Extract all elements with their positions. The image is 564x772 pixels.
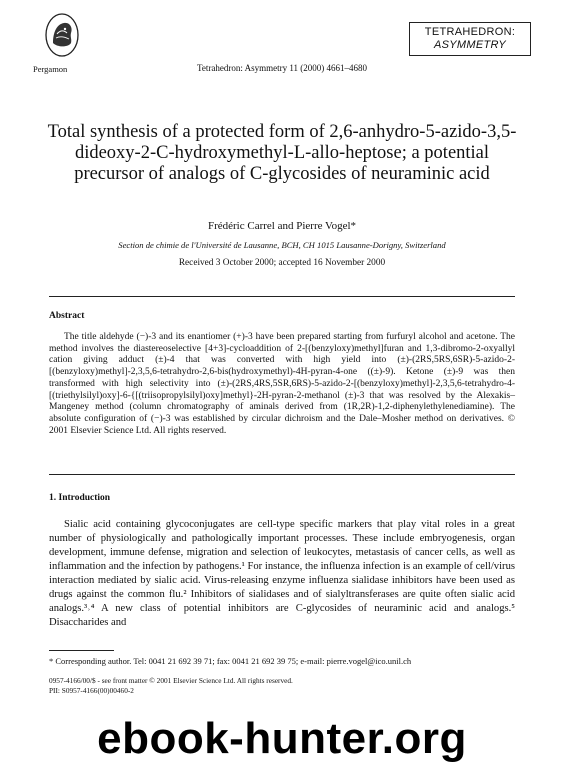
author-affiliation: Section de chimie de l'Université de Lausanne, BCH, CH 1015 Lausanne-Dorigny, Switzerland — [118, 240, 446, 250]
pii-line: PII: S0957-4166(00)00460-2 — [49, 686, 134, 695]
introduction-heading: 1. Introduction — [49, 493, 111, 503]
article-title: Total synthesis of a protected form of 2,6-anhydro-5-azido-3,5-dideoxy-2-C-hydroxymethyl-L-allo-heptose; a potential precursor of analogs of C-glycosides of neuraminic acid — [47, 122, 517, 184]
divider — [49, 296, 515, 297]
abstract-heading: Abstract — [49, 311, 85, 321]
received-dates: Received 3 October 2000; accepted 16 November 2000 — [178, 258, 386, 268]
article-authors: Frédéric Carrel and Pierre Vogel* — [207, 220, 357, 232]
issn-line: 0957-4166/00/$ - see front matter © 2001 Elsevier Science Ltd. All rights reserved. — [49, 676, 293, 685]
journal-citation: Tetrahedron: Asymmetry 11 (2000) 4661–4680 — [196, 63, 367, 73]
divider — [49, 474, 515, 475]
journal-name-line2: ASYMMETRY — [434, 39, 506, 51]
journal-name-line1: TETRAHEDRON: — [424, 26, 516, 38]
introduction-text: Sialic acid containing glycoconjugates are cell-type specific markers that play vital roles in a great number of physiologically and pathologically important processes. These include embryogenesis, organ development, immune defense, migration and selection of leukocytes, metastasis of cancer cells, as well as inflammation and the infection by pathogens.¹ For instance, the influenza infection is an example of cell/virus interaction mediated by sialic acid. Virus-releasing enzyme influenza sialidase inhibitors have been used as drugs against the common flu.² Inhibitors of sialidases and of sialyltransferases are quite often sialic acid analogs.³˒⁴ A new class of potential inhibitors are C-glycosides of neuraminic acid and analogs.⁵ Disaccharides and — [49, 519, 515, 628]
corresponding-author-footnote: * Corresponding author. Tel: 0041 21 692 39 71; fax: 0041 21 692 39 75; e-mail: pierre.vogel@ico.unil.ch — [49, 656, 412, 666]
watermark: ebook-hunter.org — [97, 714, 467, 763]
publisher-name: Pergamon — [33, 64, 68, 74]
footnote-divider — [49, 650, 114, 651]
publisher-logo — [44, 12, 80, 58]
copyright-block — [49, 676, 293, 696]
abstract-text: The title aldehyde (−)-3 and its enantiomer (+)-3 have been prepared starting from furfuryl alcohol and acetone. The method involves the diastereoselective [4+3]-cycloaddition of 2-[(benzyloxy)methyl]furan and 1,3-dibromo-2-oxyallyl cation giving adduct (±)-4 that was converted with high yield into (±)-(2RS,5RS,6SR)-5-azido-2-[(benzyloxy)methyl]-2,3,5,6-tetrahydro-2,6-bis(hydroxymethyl)-4H-pyran-4-one ((±)-9). Ketone (±)-9 was then transformed with high selectivity into (±)-(2RS,4RS,5SR,6RS)-5-azido-2-[(benzyloxy)methyl]-2,3,5,6-tetrahydro-4-[(triethylsilyl)oxy]-6-{[(triisopropylsilyl)oxy]methyl}-2H-pyran-2-methanol (±)-3 that was resolved by the Alexakis–Mangeney method (column chromatography of aminals derived from (1R,2R)-1,2-diphenylethylenediamine). The absolute configuration of (−)-3 was established by circular dichroism and the Dale–Mosher method on derivatives. © 2001 Elsevier Science Ltd. All rights reserved. — [49, 332, 515, 436]
journal-name-box — [409, 22, 531, 56]
